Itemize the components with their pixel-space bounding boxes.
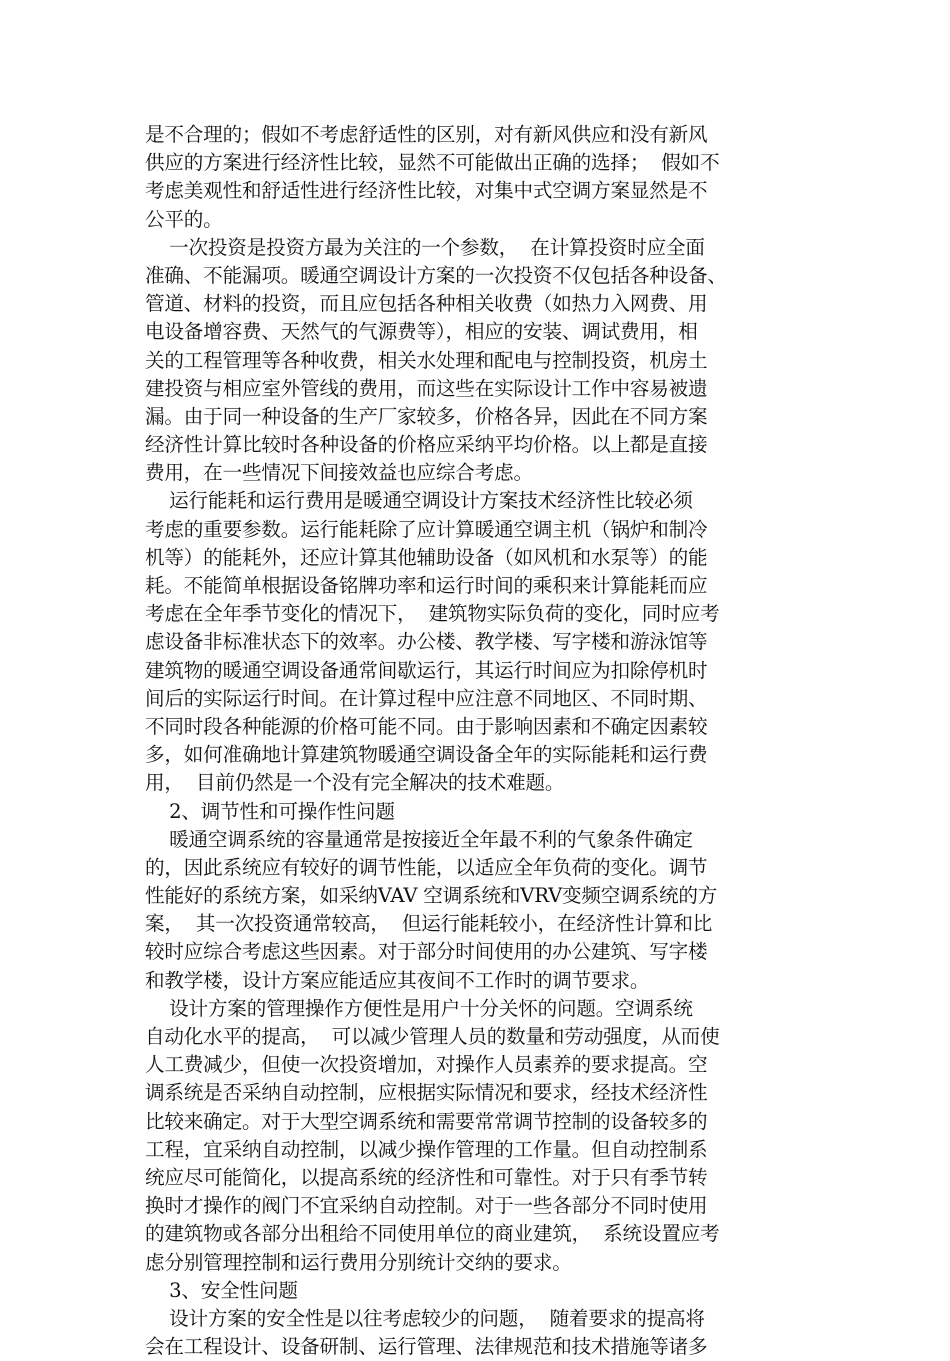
text-line: 运行能耗和运行费用是暖通空调设计方案技术经济性比较必须 [145,489,693,513]
text-line: 统应尽可能简化，以提高系统的经济性和可靠性。对于只有季节转 [145,1165,708,1189]
text-line: 机等）的能耗外，还应计算其他辅助设备（如风机和水泵等）的能 [145,545,708,569]
text-line: 不同时段各种能源的价格可能不同。由于影响因素和不确定因素较 [145,714,708,738]
text-line: 换时才操作的阀门不宜采纳自动控制。对于一些各部分不同时使用 [145,1194,708,1218]
text-line: 管道、材料的投资，而且应包括各种相关收费（如热力入网费、用 [145,292,708,316]
text-line: 人工费减少，但使一次投资增加，对操作人员素养的要求提高。空 [145,1053,708,1077]
document-body [145,121,807,1361]
text-line: 性能好的系统方案，如采纳VAV 空调系统和VRV变频空调系统的方 [145,884,718,908]
text-line: 公平的。 [145,207,223,231]
text-line: 电设备增容费、天然气的气源费等），相应的安装、调试费用，相 [145,320,698,344]
text-line: 考虑美观性和舒适性进行经济性比较，对集中式空调方案显然是不 [145,179,708,203]
text-line: 准确、不能漏项。暖通空调设计方案的一次投资不仅包括各种设备、 [145,263,727,287]
text-line: 考虑在全年季节变化的情况下， 建筑物实际负荷的变化，同时应考 [145,602,720,626]
text-line: 设计方案的安全性是以往考虑较少的问题， 随着要求的提高将 [145,1306,705,1330]
text-line: 调系统是否采纳自动控制，应根据实际情况和要求，经技术经济性 [145,1081,708,1105]
text-line: 工程，宜采纳自动控制，以减少操作管理的工作量。但自动控制系 [145,1137,708,1161]
text-line: 的建筑物或各部分出租给不同使用单位的商业建筑， 系统设置应考 [145,1222,720,1246]
text-line: 虑分别管理控制和运行费用分别统计交纳的要求。 [145,1250,572,1274]
section-heading: 2、调节性和可操作性问题 [145,799,395,823]
text-line: 供应的方案进行经济性比较，显然不可能做出正确的选择； 假如不 [145,151,720,175]
text-line: 自动化水平的提高， 可以减少管理人员的数量和劳动强度，从而使 [145,1025,720,1048]
text-line: 费用，在一些情况下间接效益也应综合考虑。 [145,461,533,485]
section-heading: 3、安全性问题 [145,1278,298,1302]
text-line: 比较来确定。对于大型空调系统和需要常常调节控制的设备较多的 [145,1109,708,1133]
text-line: 建筑物的暖通空调设备通常间歇运行，其运行时间应为扣除停机时 [145,658,708,682]
text-line: 虑设备非标准状态下的效率。办公楼、教学楼、写字楼和游泳馆等 [145,630,708,654]
text-line: 经济性计算比较时各种设备的价格应采纳平均价格。以上都是直接 [145,433,708,457]
text-line: 设计方案的管理操作方便性是用户十分关怀的问题。空调系统 [145,996,693,1020]
text-line: 较时应综合考虑这些因素。对于部分时间使用的办公建筑、写字楼 [145,940,708,964]
text-line: 考虑的重要参数。运行能耗除了应计算暖通空调主机（锅炉和制冷 [145,517,708,541]
text-line: 案， 其一次投资通常较高， 但运行能耗较小，在经济性计算和比 [145,912,713,936]
text-line: 用， 目前仍然是一个没有完全解决的技术难题。 [145,771,565,795]
text-line: 耗。不能简单根据设备铭牌功率和运行时间的乘积来计算能耗而应 [145,574,708,597]
text-line: 多，如何准确地计算建筑物暖通空调设备全年的实际能耗和运行费 [145,743,708,767]
text-line: 的，因此系统应有较好的调节性能，以适应全年负荷的变化。调节 [145,855,708,879]
text-line: 是不合理的；假如不考虑舒适性的区别，对有新风供应和没有新风 [145,123,708,146]
text-line: 一次投资是投资方最为关注的一个参数， 在计算投资时应全面 [145,235,705,259]
text-line: 间后的实际运行时间。在计算过程中应注意不同地区、不同时期、 [145,686,708,710]
text-line: 和教学楼，设计方案应能适应其夜间不工作时的调节要求。 [145,968,650,992]
text-line: 暖通空调系统的容量通常是按接近全年最不利的气象条件确定 [145,827,693,851]
text-line: 关的工程管理等各种收费，相关水处理和配电与控制投资，机房土 [145,348,708,372]
text-line: 会在工程设计、设备研制、运行管理、法律规范和技术措施等诸多 [145,1335,708,1359]
text-line: 建投资与相应室外管线的费用，而这些在实际设计工作中容易被遗 [145,376,708,400]
text-line: 漏。由于同一种设备的生产厂家较多，价格各异，因此在不同方案 [145,404,708,428]
